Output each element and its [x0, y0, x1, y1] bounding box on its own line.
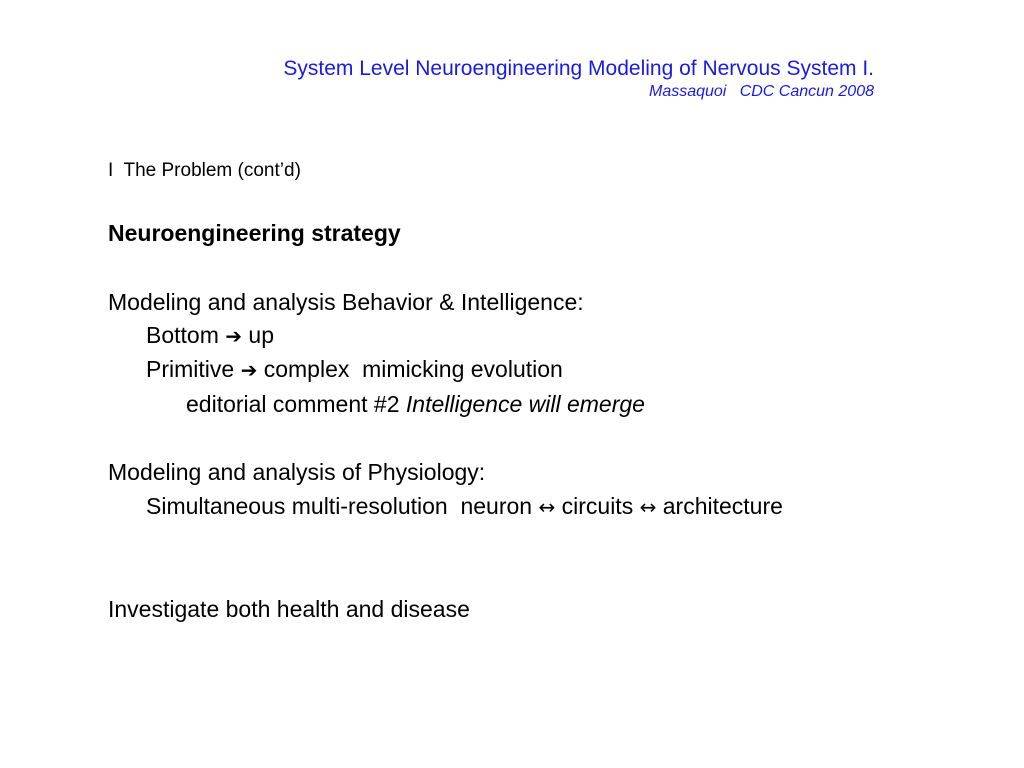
multi-resolution-text-b: circuits [555, 493, 640, 519]
bottom-up-item [146, 321, 274, 350]
author-venue: Massaquoi CDC Cancun 2008 [648, 83, 874, 100]
slide-title: System Level Neuroengineering Modeling of Nervous System I. [283, 57, 874, 80]
multi-resolution-item [146, 492, 783, 521]
physiology-title: Modeling and analysis of Physiology: [108, 459, 486, 485]
double-arrow-icon: ↔ [639, 495, 657, 519]
right-arrow-icon: ➔ [225, 324, 243, 348]
multi-resolution-text-c: architecture [656, 493, 783, 519]
right-arrow-icon: ➔ [240, 358, 258, 382]
editorial-comment [186, 390, 645, 418]
bottom-up-text-a: Bottom [146, 322, 226, 348]
strategy-heading: Neuroengineering strategy [108, 220, 401, 246]
primitive-text-b: complex mimicking evolution [257, 356, 563, 382]
multi-resolution-text-a: Simultaneous multi-resolution neuron [146, 493, 539, 519]
primitive-complex-item [146, 355, 563, 384]
editorial-comment-label: editorial comment #2 [186, 391, 406, 417]
editorial-comment-italic: Intelligence will emerge [405, 391, 645, 417]
bottom-up-text-b: up [242, 322, 275, 348]
behavior-title: Modeling and analysis Behavior & Intelligence: [108, 289, 584, 315]
closing-statement: Investigate both health and disease [108, 596, 470, 622]
primitive-text-a: Primitive [146, 356, 241, 382]
double-arrow-icon: ↔ [538, 495, 556, 519]
section-label: I The Problem (cont’d) [108, 160, 301, 181]
slide-header [283, 56, 874, 102]
